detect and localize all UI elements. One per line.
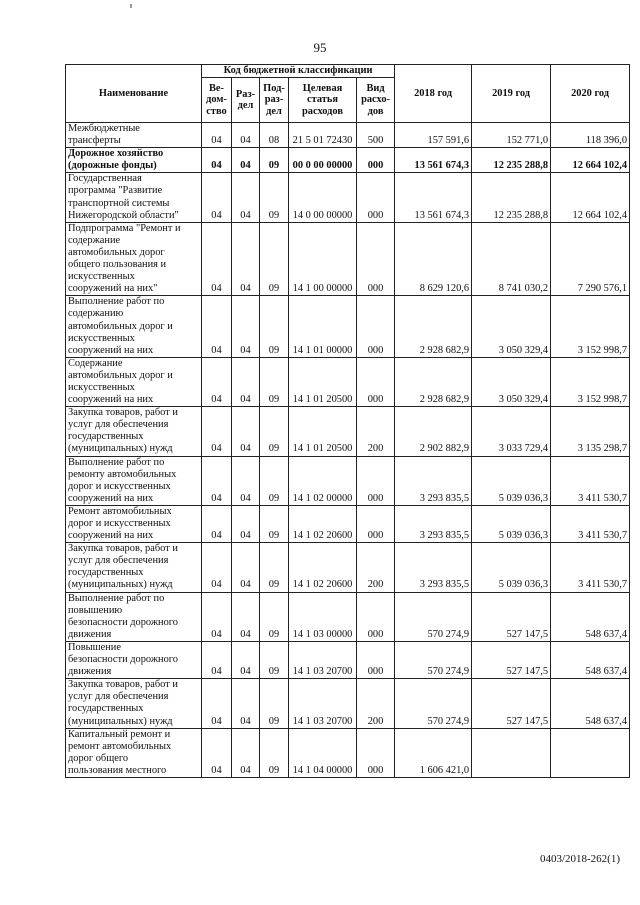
cell-2020: 3 411 530,7	[551, 543, 630, 592]
cell-name: Закупка товаров, работ и услуг для обеспечения государственных (муниципальных) нужд	[66, 679, 202, 728]
header-vedomstvo: Ве- дом- ство	[202, 78, 232, 123]
page-number: 95	[313, 40, 327, 55]
table-row	[66, 641, 630, 678]
cell-2018: 13 561 674,3	[395, 173, 472, 222]
cell-2019: 8 741 030,2	[472, 222, 551, 296]
cell-podrazdel: 09	[260, 456, 289, 505]
cell-podrazdel: 09	[260, 357, 289, 406]
header-vid: Вид расхо- дов	[357, 78, 395, 123]
cell-vedomstvo: 04	[202, 148, 232, 173]
cell-vedomstvo: 04	[202, 357, 232, 406]
cell-name: Ремонт автомобильных дорог и искусственных сооружений на них	[66, 505, 202, 542]
cell-podrazdel: 09	[260, 641, 289, 678]
cell-article: 14 1 03 00000	[289, 592, 357, 641]
budget-table	[65, 64, 630, 778]
cell-vid: 200	[357, 407, 395, 456]
cell-vid: 000	[357, 357, 395, 406]
header-article: Целевая статья расходов	[289, 78, 357, 123]
cell-article: 14 1 02 20600	[289, 543, 357, 592]
cell-vid: 000	[357, 641, 395, 678]
cell-article: 14 1 02 00000	[289, 456, 357, 505]
cell-name: Подпрограмма "Ремонт и содержание автомобильных дорог общего пользования и искусственных сооружений на них"	[66, 222, 202, 296]
cell-article: 14 1 00 00000	[289, 222, 357, 296]
cell-vid: 500	[357, 123, 395, 148]
cell-2019	[472, 728, 551, 777]
cell-razdel: 04	[232, 679, 260, 728]
cell-article: 14 1 01 20500	[289, 357, 357, 406]
cell-podrazdel: 09	[260, 728, 289, 777]
cell-2018: 570 274,9	[395, 679, 472, 728]
cell-2019: 12 235 288,8	[472, 148, 551, 173]
cell-razdel: 04	[232, 456, 260, 505]
cell-article: 14 1 01 00000	[289, 296, 357, 357]
cell-razdel: 04	[232, 296, 260, 357]
cell-name: Капитальный ремонт и ремонт автомобильных дорог общего пользования местного	[66, 728, 202, 777]
cell-podrazdel: 08	[260, 123, 289, 148]
cell-name: Повышение безопасности дорожного движения	[66, 641, 202, 678]
cell-podrazdel: 09	[260, 173, 289, 222]
cell-vid: 000	[357, 728, 395, 777]
cell-podrazdel: 09	[260, 592, 289, 641]
cell-2020: 548 637,4	[551, 679, 630, 728]
cell-name: Выполнение работ по повышению безопасности дорожного движения	[66, 592, 202, 641]
cell-2020: 12 664 102,4	[551, 148, 630, 173]
cell-vid: 200	[357, 679, 395, 728]
cell-article: 14 1 03 20700	[289, 679, 357, 728]
cell-vid: 000	[357, 456, 395, 505]
cell-2020: 548 637,4	[551, 641, 630, 678]
cell-2020: 7 290 576,1	[551, 222, 630, 296]
cell-2019: 527 147,5	[472, 592, 551, 641]
header-2020: 2020 год	[551, 65, 630, 123]
table-row	[66, 592, 630, 641]
cell-podrazdel: 09	[260, 222, 289, 296]
document-code: 0403/2018-262(1)	[539, 853, 620, 865]
cell-vedomstvo: 04	[202, 543, 232, 592]
cell-2020: 118 396,0	[551, 123, 630, 148]
cell-vedomstvo: 04	[202, 679, 232, 728]
cell-name: Закупка товаров, работ и услуг для обеспечения государственных (муниципальных) нужд	[66, 543, 202, 592]
cell-name: Выполнение работ по ремонту автомобильных дорог и искусственных сооружений на них	[66, 456, 202, 505]
cell-2020: 3 152 998,7	[551, 296, 630, 357]
cell-vedomstvo: 04	[202, 296, 232, 357]
cell-2018: 8 629 120,6	[395, 222, 472, 296]
cell-2018: 570 274,9	[395, 641, 472, 678]
cell-2019: 3 050 329,4	[472, 296, 551, 357]
cell-name: Закупка товаров, работ и услуг для обеспечения государственных (муниципальных) нужд	[66, 407, 202, 456]
cell-2019: 527 147,5	[472, 641, 551, 678]
table-row	[66, 728, 630, 777]
cell-name: Дорожное хозяйство (дорожные фонды)	[66, 148, 202, 173]
cell-2020: 3 411 530,7	[551, 456, 630, 505]
cell-razdel: 04	[232, 641, 260, 678]
cell-2020: 3 152 998,7	[551, 357, 630, 406]
cell-article: 14 1 01 20500	[289, 407, 357, 456]
table-row	[66, 407, 630, 456]
cell-2019: 527 147,5	[472, 679, 551, 728]
cell-podrazdel: 09	[260, 148, 289, 173]
cell-2018: 570 274,9	[395, 592, 472, 641]
cell-vedomstvo: 04	[202, 173, 232, 222]
cell-name: Межбюджетные трансферты	[66, 123, 202, 148]
cell-2018: 3 293 835,5	[395, 456, 472, 505]
cell-2018: 2 928 682,9	[395, 296, 472, 357]
cell-article: 00 0 00 00000	[289, 148, 357, 173]
cell-vid: 000	[357, 592, 395, 641]
cell-2019: 3 050 329,4	[472, 357, 551, 406]
cell-name: Содержание автомобильных дорог и искусственных сооружений на них	[66, 357, 202, 406]
table-row	[66, 222, 630, 296]
cell-2019: 3 033 729,4	[472, 407, 551, 456]
header-razdel: Раз- дел	[232, 78, 260, 123]
cell-vid: 000	[357, 505, 395, 542]
cell-vedomstvo: 04	[202, 728, 232, 777]
cell-2019: 152 771,0	[472, 123, 551, 148]
cell-podrazdel: 09	[260, 679, 289, 728]
cell-2019: 5 039 036,3	[472, 456, 551, 505]
cell-vedomstvo: 04	[202, 407, 232, 456]
header-2019: 2019 год	[472, 65, 551, 123]
cell-vid: 000	[357, 148, 395, 173]
cell-vedomstvo: 04	[202, 505, 232, 542]
cell-vid: 200	[357, 543, 395, 592]
cell-razdel: 04	[232, 505, 260, 542]
cell-razdel: 04	[232, 543, 260, 592]
table-row	[66, 173, 630, 222]
cell-razdel: 04	[232, 407, 260, 456]
cell-razdel: 04	[232, 728, 260, 777]
table-row	[66, 357, 630, 406]
cell-2019: 12 235 288,8	[472, 173, 551, 222]
cell-razdel: 04	[232, 173, 260, 222]
cell-vid: 000	[357, 173, 395, 222]
table-row	[66, 505, 630, 542]
cell-vedomstvo: 04	[202, 123, 232, 148]
cell-podrazdel: 09	[260, 407, 289, 456]
table-row	[66, 456, 630, 505]
cell-name: Выполнение работ по содержанию автомобильных дорог и искусственных сооружений на них	[66, 296, 202, 357]
cell-2020: 3 135 298,7	[551, 407, 630, 456]
cell-2018: 2 902 882,9	[395, 407, 472, 456]
table-row	[66, 543, 630, 592]
table-row	[66, 679, 630, 728]
table-body	[66, 123, 630, 778]
cell-2020: 12 664 102,4	[551, 173, 630, 222]
cell-razdel: 04	[232, 357, 260, 406]
scan-artifact	[130, 4, 132, 8]
table-row	[66, 148, 630, 173]
header-code-group: Код бюджетной классификации	[202, 65, 395, 78]
cell-name: Государственная программа "Развитие транспортной системы Нижегородской области"	[66, 173, 202, 222]
cell-podrazdel: 09	[260, 505, 289, 542]
cell-vid: 000	[357, 296, 395, 357]
cell-vid: 000	[357, 222, 395, 296]
cell-vedomstvo: 04	[202, 222, 232, 296]
header-2018: 2018 год	[395, 65, 472, 123]
cell-2018: 3 293 835,5	[395, 505, 472, 542]
cell-razdel: 04	[232, 148, 260, 173]
cell-2018: 2 928 682,9	[395, 357, 472, 406]
header-name: Наименование	[66, 65, 202, 123]
table-row	[66, 123, 630, 148]
cell-2018: 13 561 674,3	[395, 148, 472, 173]
cell-razdel: 04	[232, 592, 260, 641]
cell-2018: 157 591,6	[395, 123, 472, 148]
cell-vedomstvo: 04	[202, 592, 232, 641]
cell-2020: 3 411 530,7	[551, 505, 630, 542]
cell-vedomstvo: 04	[202, 641, 232, 678]
cell-podrazdel: 09	[260, 543, 289, 592]
cell-razdel: 04	[232, 123, 260, 148]
cell-article: 14 1 04 00000	[289, 728, 357, 777]
cell-article: 14 1 02 20600	[289, 505, 357, 542]
cell-2020: 548 637,4	[551, 592, 630, 641]
cell-article: 14 1 03 20700	[289, 641, 357, 678]
cell-2020	[551, 728, 630, 777]
cell-vedomstvo: 04	[202, 456, 232, 505]
cell-2018: 1 606 421,0	[395, 728, 472, 777]
cell-2019: 5 039 036,3	[472, 505, 551, 542]
cell-article: 21 5 01 72430	[289, 123, 357, 148]
header-podrazdel: Под- раз- дел	[260, 78, 289, 123]
cell-2019: 5 039 036,3	[472, 543, 551, 592]
cell-article: 14 0 00 00000	[289, 173, 357, 222]
cell-razdel: 04	[232, 222, 260, 296]
cell-2018: 3 293 835,5	[395, 543, 472, 592]
cell-podrazdel: 09	[260, 296, 289, 357]
table-row	[66, 296, 630, 357]
